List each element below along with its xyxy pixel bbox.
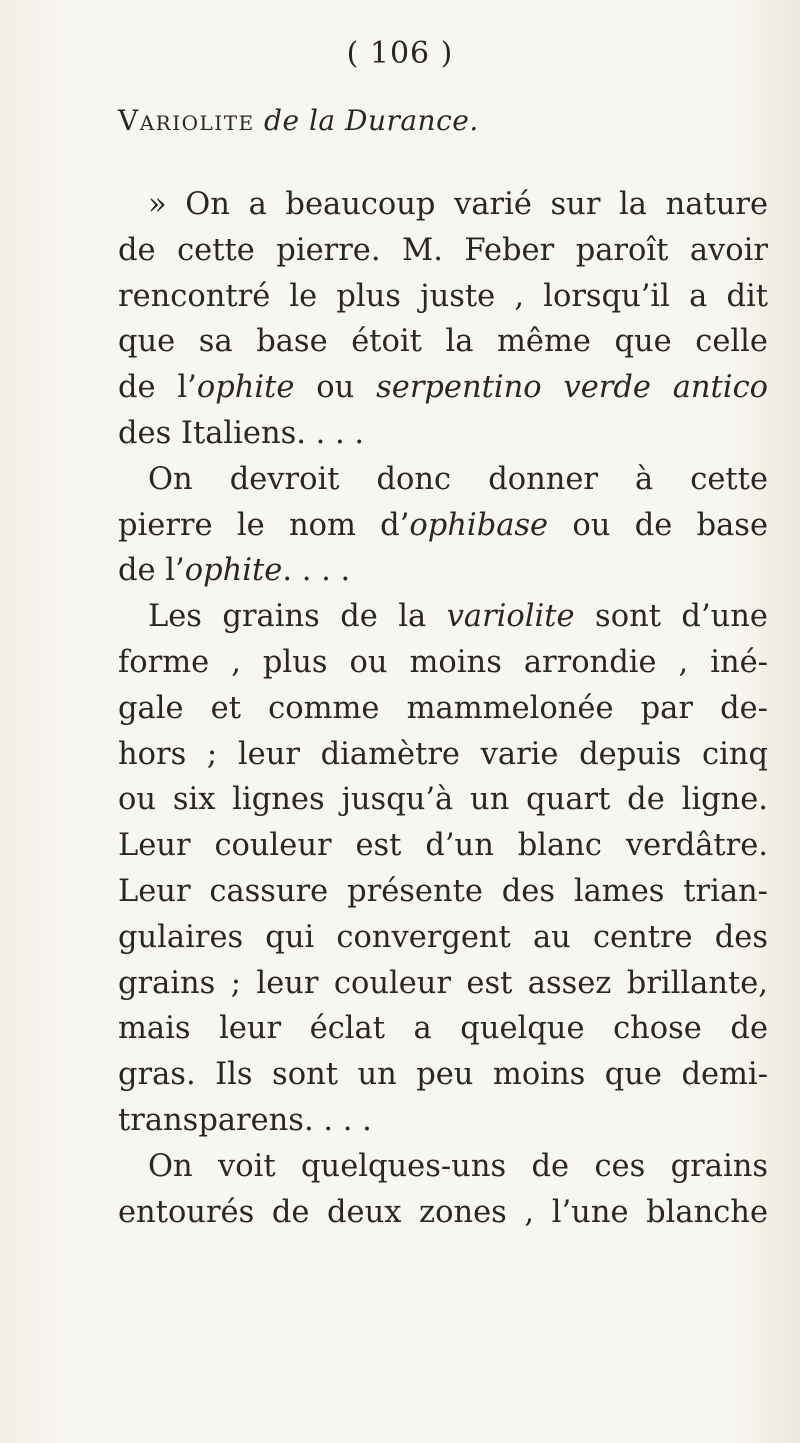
text-segment: Leur cassure présente des lames trian-	[118, 873, 768, 909]
text-segment: de l’	[118, 553, 185, 589]
text-line	[118, 640, 768, 686]
text-line	[118, 228, 768, 274]
text-line	[118, 274, 768, 320]
heading-title: Variolite	[118, 104, 255, 137]
italic-text: ophite	[184, 553, 283, 589]
text-line	[118, 869, 768, 915]
text-segment: ou six lignes jusqu’à un quart de ligne.	[118, 782, 768, 818]
text-segment: sont d’une	[574, 599, 768, 635]
text-segment: . . . .	[282, 553, 351, 589]
text-line	[118, 1098, 768, 1144]
text-segment: de l’	[118, 370, 197, 406]
text-segment: gale et comme mammelonée par de-	[118, 690, 768, 726]
text-line	[118, 594, 768, 640]
text-line	[118, 503, 768, 549]
text-segment: Leur couleur est d’un blanc verdâtre.	[118, 828, 768, 864]
italic-text: serpentino verde antico	[376, 370, 769, 406]
text-segment: ou de base	[548, 507, 769, 543]
italic-text: ophibase	[409, 507, 549, 543]
text-line	[118, 548, 768, 594]
text-line	[118, 411, 768, 457]
heading-subtitle: de la Durance.	[264, 104, 479, 137]
italic-text: variolite	[446, 599, 575, 635]
text-segment: grains ; leur couleur est assez brillante,	[118, 965, 768, 1001]
text-line	[118, 182, 768, 228]
text-segment: mais leur éclat a quelque chose de	[118, 1011, 768, 1047]
text-segment: des Italiens. . . .	[118, 415, 365, 451]
text-segment: On devroit donc donner à cette	[148, 461, 768, 497]
text-segment: gulaires qui convergent au centre des	[118, 919, 768, 955]
text-segment: » On a beaucoup varié sur la nature	[148, 187, 768, 222]
text-line	[118, 1006, 768, 1052]
text-line	[118, 777, 768, 823]
text-line	[118, 365, 768, 411]
italic-text: ophite	[196, 370, 295, 406]
text-line	[118, 1052, 768, 1098]
text-line	[118, 686, 768, 732]
text-line	[118, 1144, 768, 1190]
text-line	[118, 823, 768, 869]
text-line	[118, 915, 768, 961]
body-text	[118, 182, 768, 1235]
text-segment: rencontré le plus juste , lorsqu’il a dit	[118, 278, 768, 314]
text-segment: que sa base étoit la même que celle	[118, 324, 768, 360]
text-line	[118, 1190, 768, 1236]
text-line	[118, 732, 768, 778]
text-segment: ou	[294, 370, 377, 406]
text-line	[118, 457, 768, 503]
text-segment: transparens. . . .	[118, 1102, 372, 1138]
section-heading	[118, 104, 479, 137]
text-segment: hors ; leur diamètre varie depuis cinq	[118, 736, 768, 772]
text-segment: Les grains de la	[148, 599, 447, 635]
page-number: ( 106 )	[346, 36, 454, 71]
text-line	[118, 961, 768, 1007]
text-segment: de cette pierre. M. Feber paroît avoir	[118, 232, 768, 268]
text-segment: On voit quelques-uns de ces grains	[148, 1148, 768, 1184]
text-line	[118, 319, 768, 365]
text-segment: forme , plus ou moins arrondie , iné-	[118, 644, 768, 680]
text-segment: gras. Ils sont un peu moins que demi-	[118, 1057, 768, 1093]
text-segment: pierre le nom d’	[118, 507, 410, 543]
text-segment: entourés de deux zones , l’une blanche	[118, 1194, 768, 1230]
